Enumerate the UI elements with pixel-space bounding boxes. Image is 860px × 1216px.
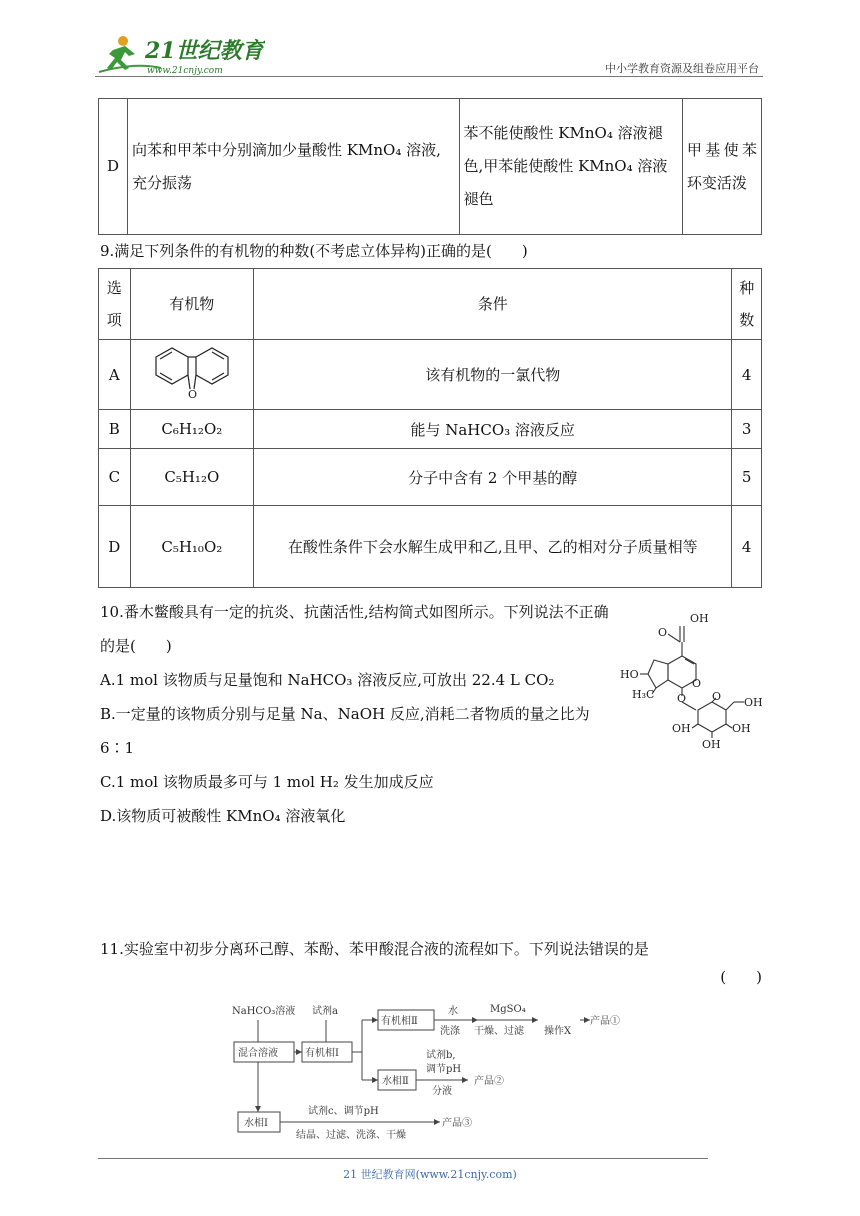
q10-stem: 10.番木鳖酸具有一定的抗炎、抗菌活性,结构简式如图所示。下列说法不正确的是( ) [100, 603, 609, 655]
label-oh-c: OH [702, 738, 721, 751]
row-condition: 能与 NaHCO₃ 溶液反应 [254, 410, 732, 449]
platform-name: 中小学教育资源及组卷应用平台 [605, 62, 759, 75]
row-condition: 分子中含有 2 个甲基的醇 [254, 449, 732, 506]
flow-mix: 混合溶液 [238, 1048, 278, 1059]
table-row [99, 449, 762, 506]
row-condition: 在酸性条件下会水解生成甲和乙,且甲、乙的相对分子质量相等 [254, 506, 732, 588]
q9-table [98, 268, 762, 588]
row-compound-structure [130, 340, 253, 410]
row-condition: 该有机物的一氯代物 [254, 340, 732, 410]
label-ch3: H₃C [632, 688, 655, 701]
row-count: 3 [732, 410, 762, 449]
flow-wash: 洗涤 [440, 1026, 460, 1037]
flow-reagent-c: 试剂c、调节pH [308, 1106, 379, 1117]
row-count: 4 [732, 340, 762, 410]
flow-separate: 分液 [432, 1086, 452, 1097]
page-header [95, 30, 763, 80]
q10-option-a: A.1 mol 该物质与足量饱和 NaHCO₃ 溶液反应,可放出 22.4 L CO₂ [100, 671, 555, 689]
row-option: A [99, 340, 131, 410]
row-option: B [99, 410, 131, 449]
flow-adjust-ph: 调节pH [426, 1064, 462, 1075]
label-o-carbonyl: O [658, 626, 668, 639]
flow-org2: 有机相Ⅱ [381, 1016, 418, 1027]
q8-option: D [99, 99, 128, 235]
separation-flowchart [228, 998, 658, 1146]
flow-op-x: 操作X [544, 1026, 572, 1037]
loganic-acid-structure [612, 604, 772, 754]
q10-option-d: D.该物质可被酸性 KMnO₄ 溶液氧化 [100, 807, 346, 825]
row-option: C [99, 449, 131, 506]
dibenzofuran-structure [136, 345, 248, 401]
label-ho-left: HO [620, 668, 639, 681]
row-count: 5 [732, 449, 762, 506]
flow-reagent-a: 试剂a [312, 1006, 338, 1017]
q8-table [98, 98, 762, 235]
flow-aq2: 水相Ⅱ [382, 1076, 409, 1087]
row-count: 4 [732, 506, 762, 588]
q8-operation: 向苯和甲苯中分别滴加少量酸性 KMnO₄ 溶液,充分振荡 [128, 99, 460, 235]
site-logo [95, 32, 265, 76]
q10-option-b: B.一定量的该物质分别与足量 Na、NaOH 反应,消耗二者物质的量之比为 6∶1 [100, 705, 590, 757]
col-compound-header: 有机物 [130, 269, 253, 340]
flow-crystal: 结晶、过滤、洗涤、干燥 [296, 1130, 406, 1141]
flow-nahco3: NaHCO₃溶液 [232, 1006, 296, 1017]
footer-text: 21 世纪教育网(www.21cnjy.com) [343, 1168, 517, 1181]
footer-rule [98, 1158, 708, 1159]
label-oh-a: OH [672, 722, 691, 735]
flow-product-1: 产品① [590, 1016, 620, 1027]
col-count-header: 种数 [732, 269, 762, 340]
label-oh-right: OH [744, 696, 763, 709]
col-option-header: 选项 [99, 269, 131, 340]
structure-atom-o: O [187, 387, 197, 401]
q11-stem: 11.实验室中初步分离环己醇、苯酚、苯甲酸混合液的流程如下。下列说法错误的是 [100, 940, 649, 958]
table-row [99, 99, 762, 235]
flow-water: 水 [448, 1006, 458, 1017]
label-o-ring: O [692, 677, 702, 690]
flow-product-3: 产品③ [442, 1118, 472, 1129]
flow-dry-filter: 干燥、过滤 [474, 1026, 524, 1037]
row-compound: C₅H₁₀O₂ [130, 506, 253, 588]
flow-reagent-b: 试剂b, [426, 1050, 456, 1061]
label-oh-top: OH [690, 612, 709, 625]
q10-block [100, 595, 620, 833]
flow-mgso4: MgSO₄ [490, 1004, 526, 1015]
logo-text: 21世纪教育 [145, 38, 264, 64]
row-option: D [99, 506, 131, 588]
label-oh-b: OH [732, 722, 751, 735]
table-row [99, 340, 762, 410]
q9-stem: 9.满足下列条件的有机物的种数(不考虑立体异构)正确的是( ) [100, 242, 528, 260]
flow-product-2: 产品② [474, 1076, 504, 1087]
q10-option-c: C.1 mol 该物质最多可与 1 mol H₂ 发生加成反应 [100, 773, 434, 791]
row-compound: C₆H₁₂O₂ [130, 410, 253, 449]
table-row [99, 410, 762, 449]
logo-url: www.21cnjy.com [147, 66, 223, 76]
header-rule [95, 76, 763, 77]
q11-answer-paren: ( ) [720, 968, 762, 986]
col-condition-header: 条件 [254, 269, 732, 340]
q8-phenomenon: 苯不能使酸性 KMnO₄ 溶液褪色,甲苯能使酸性 KMnO₄ 溶液褪色 [459, 99, 682, 235]
table-row [99, 506, 762, 588]
q8-conclusion: 甲基使苯环变活泼 [682, 99, 761, 235]
label-o-link: O [677, 692, 687, 705]
flow-aq1: 水相Ⅰ [244, 1118, 268, 1129]
label-o-sugar: O [712, 690, 722, 703]
table-header-row [99, 269, 762, 340]
flow-org1: 有机相Ⅰ [305, 1048, 339, 1059]
row-compound: C₅H₁₂O [130, 449, 253, 506]
